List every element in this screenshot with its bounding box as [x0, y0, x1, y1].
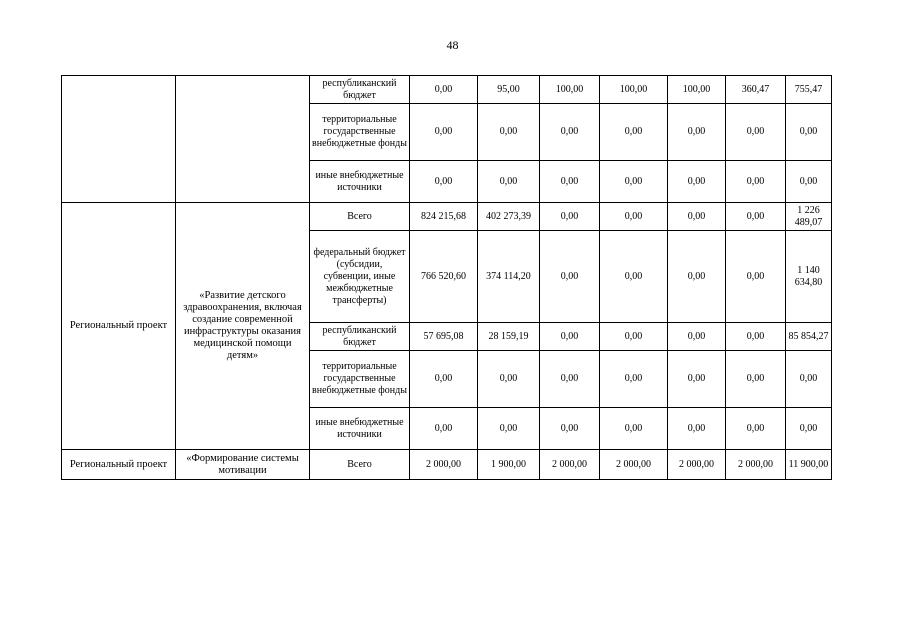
total-cell: 11 900,00 [786, 450, 832, 480]
value-cell: 0,00 [726, 351, 786, 408]
value-cell: 0,00 [478, 408, 540, 450]
total-cell: 0,00 [786, 161, 832, 203]
value-cell: 0,00 [600, 104, 668, 161]
total-cell: 755,47 [786, 76, 832, 104]
value-cell: 0,00 [540, 351, 600, 408]
value-cell: 360,47 [726, 76, 786, 104]
value-cell: 2 000,00 [540, 450, 600, 480]
total-cell: 0,00 [786, 104, 832, 161]
funding-source: республиканский бюджет [310, 76, 410, 104]
budget-table [61, 75, 832, 480]
value-cell: 0,00 [668, 408, 726, 450]
value-cell: 2 000,00 [410, 450, 478, 480]
funding-source: иные внебюджетные источники [310, 161, 410, 203]
value-cell: 0,00 [726, 203, 786, 231]
table-row [62, 450, 832, 480]
value-cell: 0,00 [600, 323, 668, 351]
value-cell: 0,00 [478, 351, 540, 408]
page-number: 48 [446, 38, 459, 52]
funding-source: республиканский бюджет [310, 323, 410, 351]
funding-source: Всего [310, 203, 410, 231]
value-cell: 2 000,00 [726, 450, 786, 480]
value-cell: 0,00 [600, 351, 668, 408]
project-name: «Развитие детского здравоохранения, включая создание современной инфраструктуры оказания медицинской помощи детям» [176, 203, 310, 450]
value-cell: 0,00 [726, 323, 786, 351]
value-cell: 0,00 [726, 231, 786, 323]
value-cell: 0,00 [668, 351, 726, 408]
value-cell: 2 000,00 [668, 450, 726, 480]
project-type: Региональный проект [62, 450, 176, 480]
value-cell: 100,00 [600, 76, 668, 104]
total-cell: 1 226 489,07 [786, 203, 832, 231]
value-cell: 0,00 [410, 351, 478, 408]
table-row [62, 203, 832, 231]
value-cell: 824 215,68 [410, 203, 478, 231]
funding-source: территориальные государственные внебюджетные фонды [310, 104, 410, 161]
project-name-cell-empty [176, 76, 310, 203]
value-cell: 402 273,39 [478, 203, 540, 231]
value-cell: 0,00 [600, 231, 668, 323]
table-row [62, 76, 832, 104]
funding-source: федеральный бюджет (субсидии, субвенции, иные межбюджетные трансферты) [310, 231, 410, 323]
value-cell: 0,00 [668, 104, 726, 161]
funding-source: иные внебюджетные источники [310, 408, 410, 450]
project-name: «Формирование системы мотивации [176, 450, 310, 480]
funding-source: Всего [310, 450, 410, 480]
value-cell: 0,00 [478, 161, 540, 203]
value-cell: 0,00 [540, 323, 600, 351]
value-cell: 0,00 [726, 104, 786, 161]
total-cell: 1 140 634,80 [786, 231, 832, 323]
value-cell: 0,00 [410, 104, 478, 161]
value-cell: 28 159,19 [478, 323, 540, 351]
value-cell: 0,00 [668, 161, 726, 203]
value-cell: 0,00 [540, 161, 600, 203]
value-cell: 0,00 [410, 76, 478, 104]
value-cell: 2 000,00 [600, 450, 668, 480]
value-cell: 0,00 [478, 104, 540, 161]
value-cell: 0,00 [668, 203, 726, 231]
value-cell: 766 520,60 [410, 231, 478, 323]
value-cell: 0,00 [726, 161, 786, 203]
value-cell: 1 900,00 [478, 450, 540, 480]
total-cell: 0,00 [786, 351, 832, 408]
funding-source: территориальные государственные внебюджетные фонды [310, 351, 410, 408]
value-cell: 0,00 [540, 104, 600, 161]
total-cell: 0,00 [786, 408, 832, 450]
value-cell: 0,00 [540, 408, 600, 450]
value-cell: 0,00 [600, 408, 668, 450]
total-cell: 85 854,27 [786, 323, 832, 351]
project-type: Региональный проект [62, 203, 176, 450]
value-cell: 100,00 [668, 76, 726, 104]
value-cell: 100,00 [540, 76, 600, 104]
value-cell: 0,00 [410, 408, 478, 450]
value-cell: 0,00 [410, 161, 478, 203]
value-cell: 374 114,20 [478, 231, 540, 323]
value-cell: 0,00 [668, 231, 726, 323]
value-cell: 0,00 [540, 203, 600, 231]
value-cell: 0,00 [540, 231, 600, 323]
value-cell: 0,00 [668, 323, 726, 351]
value-cell: 95,00 [478, 76, 540, 104]
value-cell: 0,00 [600, 161, 668, 203]
value-cell: 0,00 [600, 203, 668, 231]
value-cell: 57 695,08 [410, 323, 478, 351]
project-type-cell-empty [62, 76, 176, 203]
value-cell: 0,00 [726, 408, 786, 450]
